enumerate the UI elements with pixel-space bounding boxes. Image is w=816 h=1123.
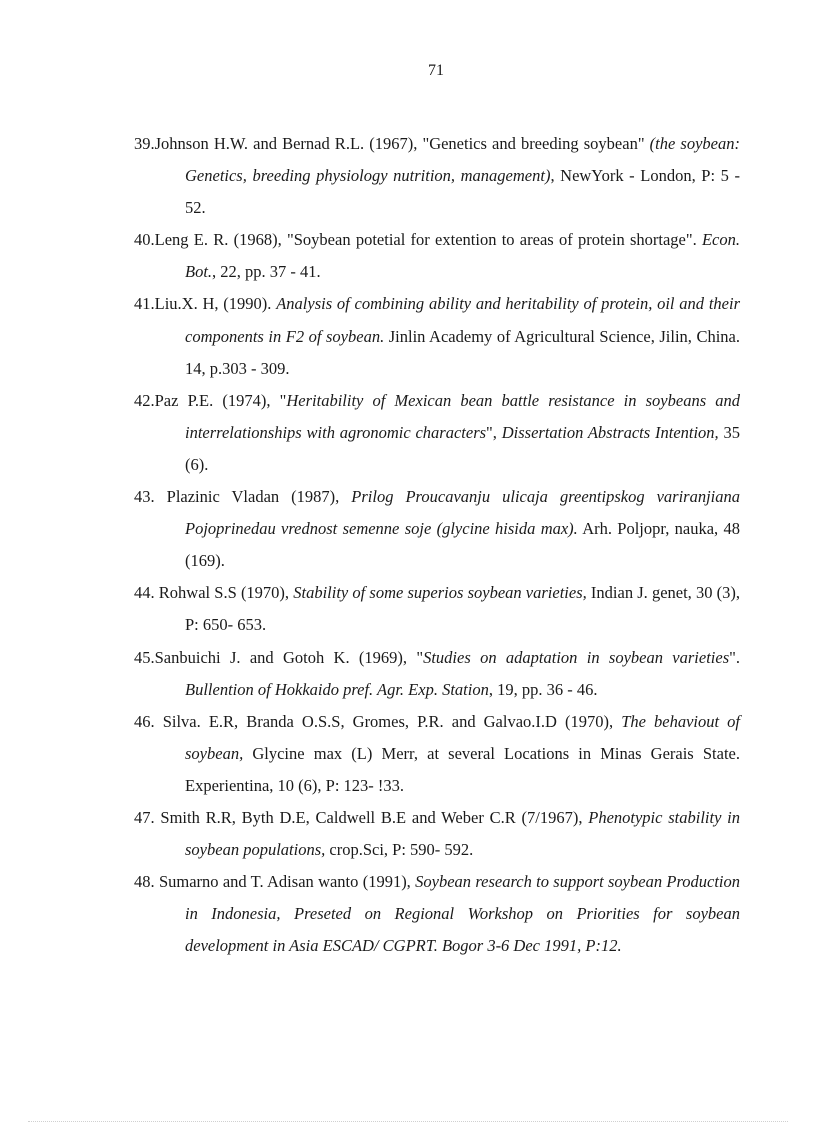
- reference-item: [134, 385, 740, 481]
- reference-text: Plazinic Vladan (1987),: [166, 487, 352, 507]
- reference-number: 42.: [134, 390, 155, 410]
- reference-number: 47.: [134, 807, 161, 827]
- reference-text: ",: [486, 422, 502, 442]
- reference-italic-text: Prilog Proucavanju ulicaja greentipskog variranjiana Pojoprinedau vrednost semenne soje (glycine hisida max).: [185, 487, 740, 539]
- reference-text: ".: [729, 647, 740, 667]
- reference-text: Sanbuichi J. and Gotoh K. (1969), ": [154, 647, 424, 667]
- reference-italic-text: Heritability of Mexican bean battle resistance in soybeans and interrelationships with agronomic characters: [185, 390, 740, 442]
- reference-text: 35 (6).: [185, 422, 740, 474]
- reference-item: [134, 128, 740, 224]
- reference-item: [134, 288, 740, 384]
- reference-number: 43.: [134, 487, 167, 507]
- reference-list: [134, 128, 740, 962]
- reference-italic-text: Studies on adaptation in soybean varieties: [423, 647, 730, 667]
- reference-italic-text: Soybean research to support soybean Production in Indonesia, Preseted on Regional Workshop on Priorities for soybean development in Asia ESCAD/ CGPRT. Bogor 3-6 Dec 1991, P:12.: [185, 872, 741, 956]
- reference-italic-text: (the soybean: Genetics, breeding physiology nutrition, management): [185, 134, 740, 186]
- reference-italic-text: Analysis of combining ability and heritability of protein, oil and their components in F2 of soybean.: [185, 294, 740, 346]
- reference-text: Sumarno and T. Adisan wanto (1991),: [158, 872, 416, 892]
- reference-italic-text: Dissertation Abstracts Intention,: [501, 422, 719, 442]
- reference-text: Silva. E.R, Branda O.S.S, Gromes, P.R. and Galvao.I.D (1970),: [162, 711, 622, 731]
- bottom-dotted-rule: [28, 1121, 788, 1122]
- reference-text: Rohwal S.S (1970),: [158, 583, 294, 603]
- reference-text: Glycine max (L) Merr, at several Locations in Minas Gerais State. Experientina, 10 (6), P: 123- !33.: [185, 743, 740, 795]
- reference-text: Smith R.R, Byth D.E, Caldwell B.E and Weber C.R (7/1967),: [160, 807, 589, 827]
- reference-italic-text: Stability of some superios soybean varieties,: [293, 583, 587, 603]
- reference-item: [134, 577, 740, 641]
- reference-number: 45.: [134, 647, 155, 667]
- reference-text: Arh. Poljopr, nauka, 48 (169).: [185, 519, 740, 571]
- reference-text: Leng E. R. (1968), "Soybean potetial for extention to areas of protein shortage".: [154, 230, 702, 250]
- reference-number: 40.: [134, 230, 155, 250]
- reference-text: , 19, pp. 36 - 46.: [488, 679, 598, 699]
- reference-italic-text: Phenotypic stability in soybean populations,: [185, 807, 741, 860]
- reference-text: Liu.X. H, (1990).: [154, 294, 277, 314]
- reference-number: 39.: [134, 134, 155, 153]
- reference-italic-text: Econ. Bot.: [185, 230, 740, 282]
- reference-text: , NewYork - London, P: 5 - 52.: [185, 166, 740, 218]
- reference-item: [134, 706, 740, 802]
- reference-text: Indian J. genet, 30 (3), P: 650- 653.: [185, 583, 741, 635]
- reference-text: , 22, pp. 37 - 41.: [212, 262, 321, 282]
- reference-item: [134, 642, 740, 706]
- reference-item: [134, 481, 740, 577]
- reference-text: crop.Sci, P: 590- 592.: [325, 840, 474, 860]
- reference-italic-text: The behaviout of soybean,: [185, 711, 741, 763]
- reference-text: Jinlin Academy of Agricultural Science, Jilin, China. 14, p.303 - 309.: [185, 326, 740, 378]
- reference-item: [134, 224, 740, 288]
- reference-italic-text: Bullention of Hokkaido pref. Agr. Exp. Station: [185, 679, 489, 699]
- reference-text: Johnson H.W. and Bernad R.L. (1967), "Genetics and breeding soybean": [154, 134, 650, 153]
- reference-number: 48.: [134, 872, 159, 892]
- page-number: 71: [428, 62, 444, 79]
- reference-item: [134, 802, 740, 866]
- reference-number: 41.: [134, 294, 155, 314]
- reference-item: [134, 866, 740, 962]
- reference-number: 44.: [134, 583, 159, 603]
- reference-number: 46.: [134, 711, 163, 731]
- reference-text: Paz P.E. (1974), ": [154, 390, 287, 410]
